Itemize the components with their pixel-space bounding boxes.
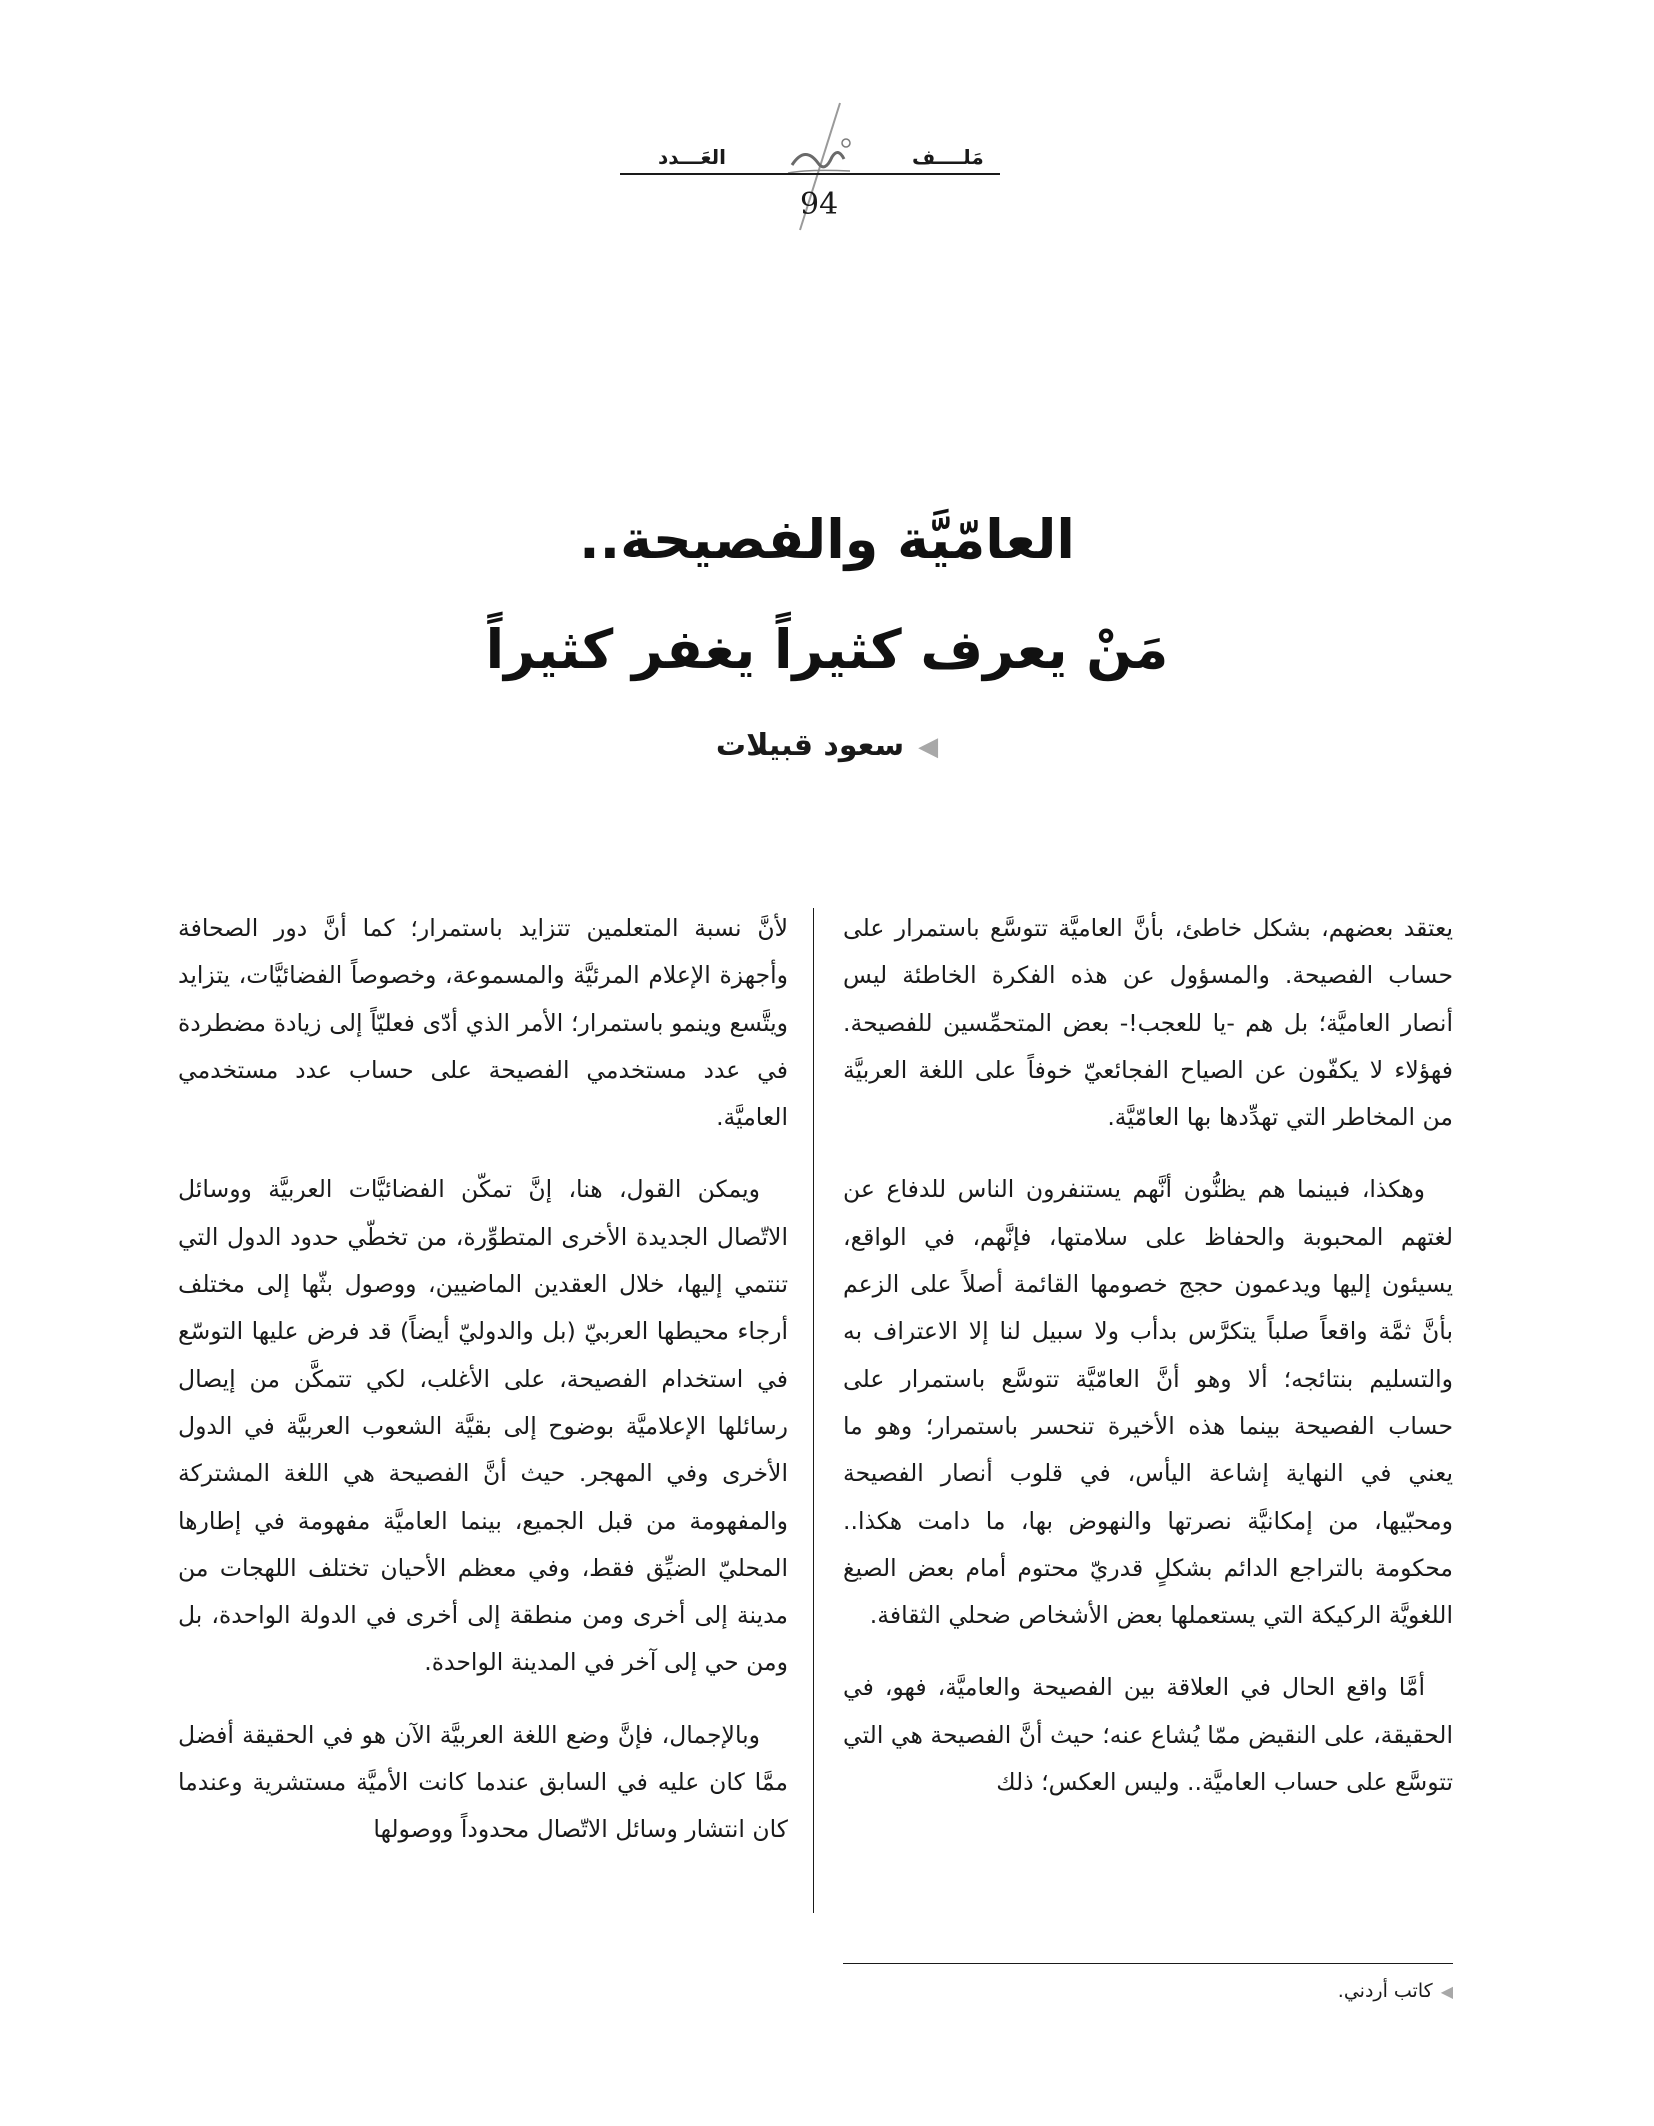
paragraph: ويمكن القول، هنا، إنَّ تمكّن الفضائيَّات العربيَّة ووسائل الاتّصال الجديدة الأخرى المتطوِّرة، من تخطّي حدود الدول التي تنتمي إليها، خلال العقدين الماضيين، ووصول بثّها إلى مختلف أرجاء محيطها العربيّ (بل والدوليّ أيضاً) قد فرض عليها التوسّع في استخدام الفصيحة، على الأغلب، لكي تتمكَّن من إيصال رسائلها الإعلاميَّة بوضوح إلى بقيَّة الشعوب العربيَّة في الدول الأخرى وفي المهجر. حيث أنَّ الفصيحة هي اللغة المشتركة والمفهومة من قبل الجميع، بينما العاميَّة مفهومة في إطارها المحليّ الضيِّق فقط، وفي معظم الأحيان تختلف اللهجات من مدينة إلى أخرى ومن منطقة إلى أخرى في الدولة الواحدة، بل ومن حي إلى آخر في المدينة الواحدة. xyxy=(178,1175,788,1677)
running-header xyxy=(620,95,1020,245)
paragraph: يعتقد بعضهم، بشكل خاطئ، بأنَّ العاميَّة تتوسَّع باستمرار على حساب الفصيحة. والمسؤول عن هذه الفكرة الخاطئة ليس أنصار العاميَّة؛ بل هم -يا للعجب!- بعض المتحمِّسين للفصيحة. فهؤلاء لا يكفّون عن الصياح الفجائعيّ خوفاً على اللغة العربيَّة من المخاطر التي تهدِّدها بها العامّيَّة. xyxy=(843,914,1453,1132)
page-number: 94 xyxy=(800,187,839,222)
footnote-text: كاتب أردني. xyxy=(1337,1980,1433,2002)
paragraph: وهكذا، فبينما هم يظنُّون أنَّهم يستنفرون الناس للدفاع عن لغتهم المحبوبة والحفاظ على سلامتها، فإنَّهم، في الواقع، يسيئون إليها ويدعمون حجج خصومها القائمة أصلاً على الزعم بأنَّ ثمَّة واقعاً صلباً يتكرَّس بدأب ولا سبيل لنا إلا الاعتراف به والتسليم بنتائجه؛ ألا وهو أنَّ العامّيَّة تتوسَّع باستمرار على حساب الفصيحة بينما هذه الأخيرة تنحسر باستمرار؛ وهو ما يعني في النهاية إشاعة اليأس، في قلوب أنصار الفصيحة ومحبّيها، من إمكانيَّة نصرتها والنهوض بها، ما دامت هكذا.. محكومة بالتراجع الدائم بشكلٍ قدريّ محتوم أمام بعض الصيغ اللغويَّة الركيكة التي يستعملها بعض الأشخاص ضحلي الثقافة. xyxy=(843,1175,1453,1630)
triangle-marker-icon: ◀ xyxy=(918,731,939,762)
paragraph: وبالإجمال، فإنَّ وضع اللغة العربيَّة الآن هو في الحقيقة أفضل ممَّا كان عليه في السابق عندما كانت الأميَّة مستشرية وعندما كان انتشار وسائل الاتّصال محدوداً ووصولها xyxy=(178,1720,788,1844)
paragraph: لأنَّ نسبة المتعلمين تتزايد باستمرار؛ كما أنَّ دور الصحافة وأجهزة الإعلام المرئيَّة والمسموعة، وخصوصاً الفضائيَّات، يتزايد ويتَّسع وينمو باستمرار؛ الأمر الذي أدّى فعليّاً إلى زيادة مضطردة في عدد مستخدمي الفصيحة على حساب عدد مستخدمي العاميَّة. xyxy=(178,914,788,1132)
paragraph: أمَّا واقع الحال في العلاقة بين الفصيحة والعاميَّة، فهو، في الحقيقة، على النقيض ممّا يُشاع عنه؛ حيث أنَّ الفصيحة هي التي تتوسَّع على حساب العاميَّة.. وليس العكس؛ ذلك xyxy=(843,1673,1453,1797)
footnote xyxy=(843,1980,1453,2002)
column-divider xyxy=(813,908,814,1913)
author-byline xyxy=(0,728,1654,763)
article-title xyxy=(0,485,1654,705)
title-line-1: العامّيَّة والفصيحة.. xyxy=(579,508,1075,571)
header-file-label: مَلــــف xyxy=(912,145,984,169)
triangle-marker-icon: ◀ xyxy=(1440,1982,1453,2001)
author-name: سعود قبيلات xyxy=(715,728,905,763)
header-rule xyxy=(620,173,1000,175)
footnote-rule xyxy=(843,1963,1453,1964)
title-line-2: مَنْ يعرف كثيراً يغفر كثيراً xyxy=(485,618,1169,681)
header-issue-label: العَـــدد xyxy=(658,145,726,169)
body-column-left xyxy=(178,905,788,1854)
body-column-right xyxy=(843,905,1453,1806)
